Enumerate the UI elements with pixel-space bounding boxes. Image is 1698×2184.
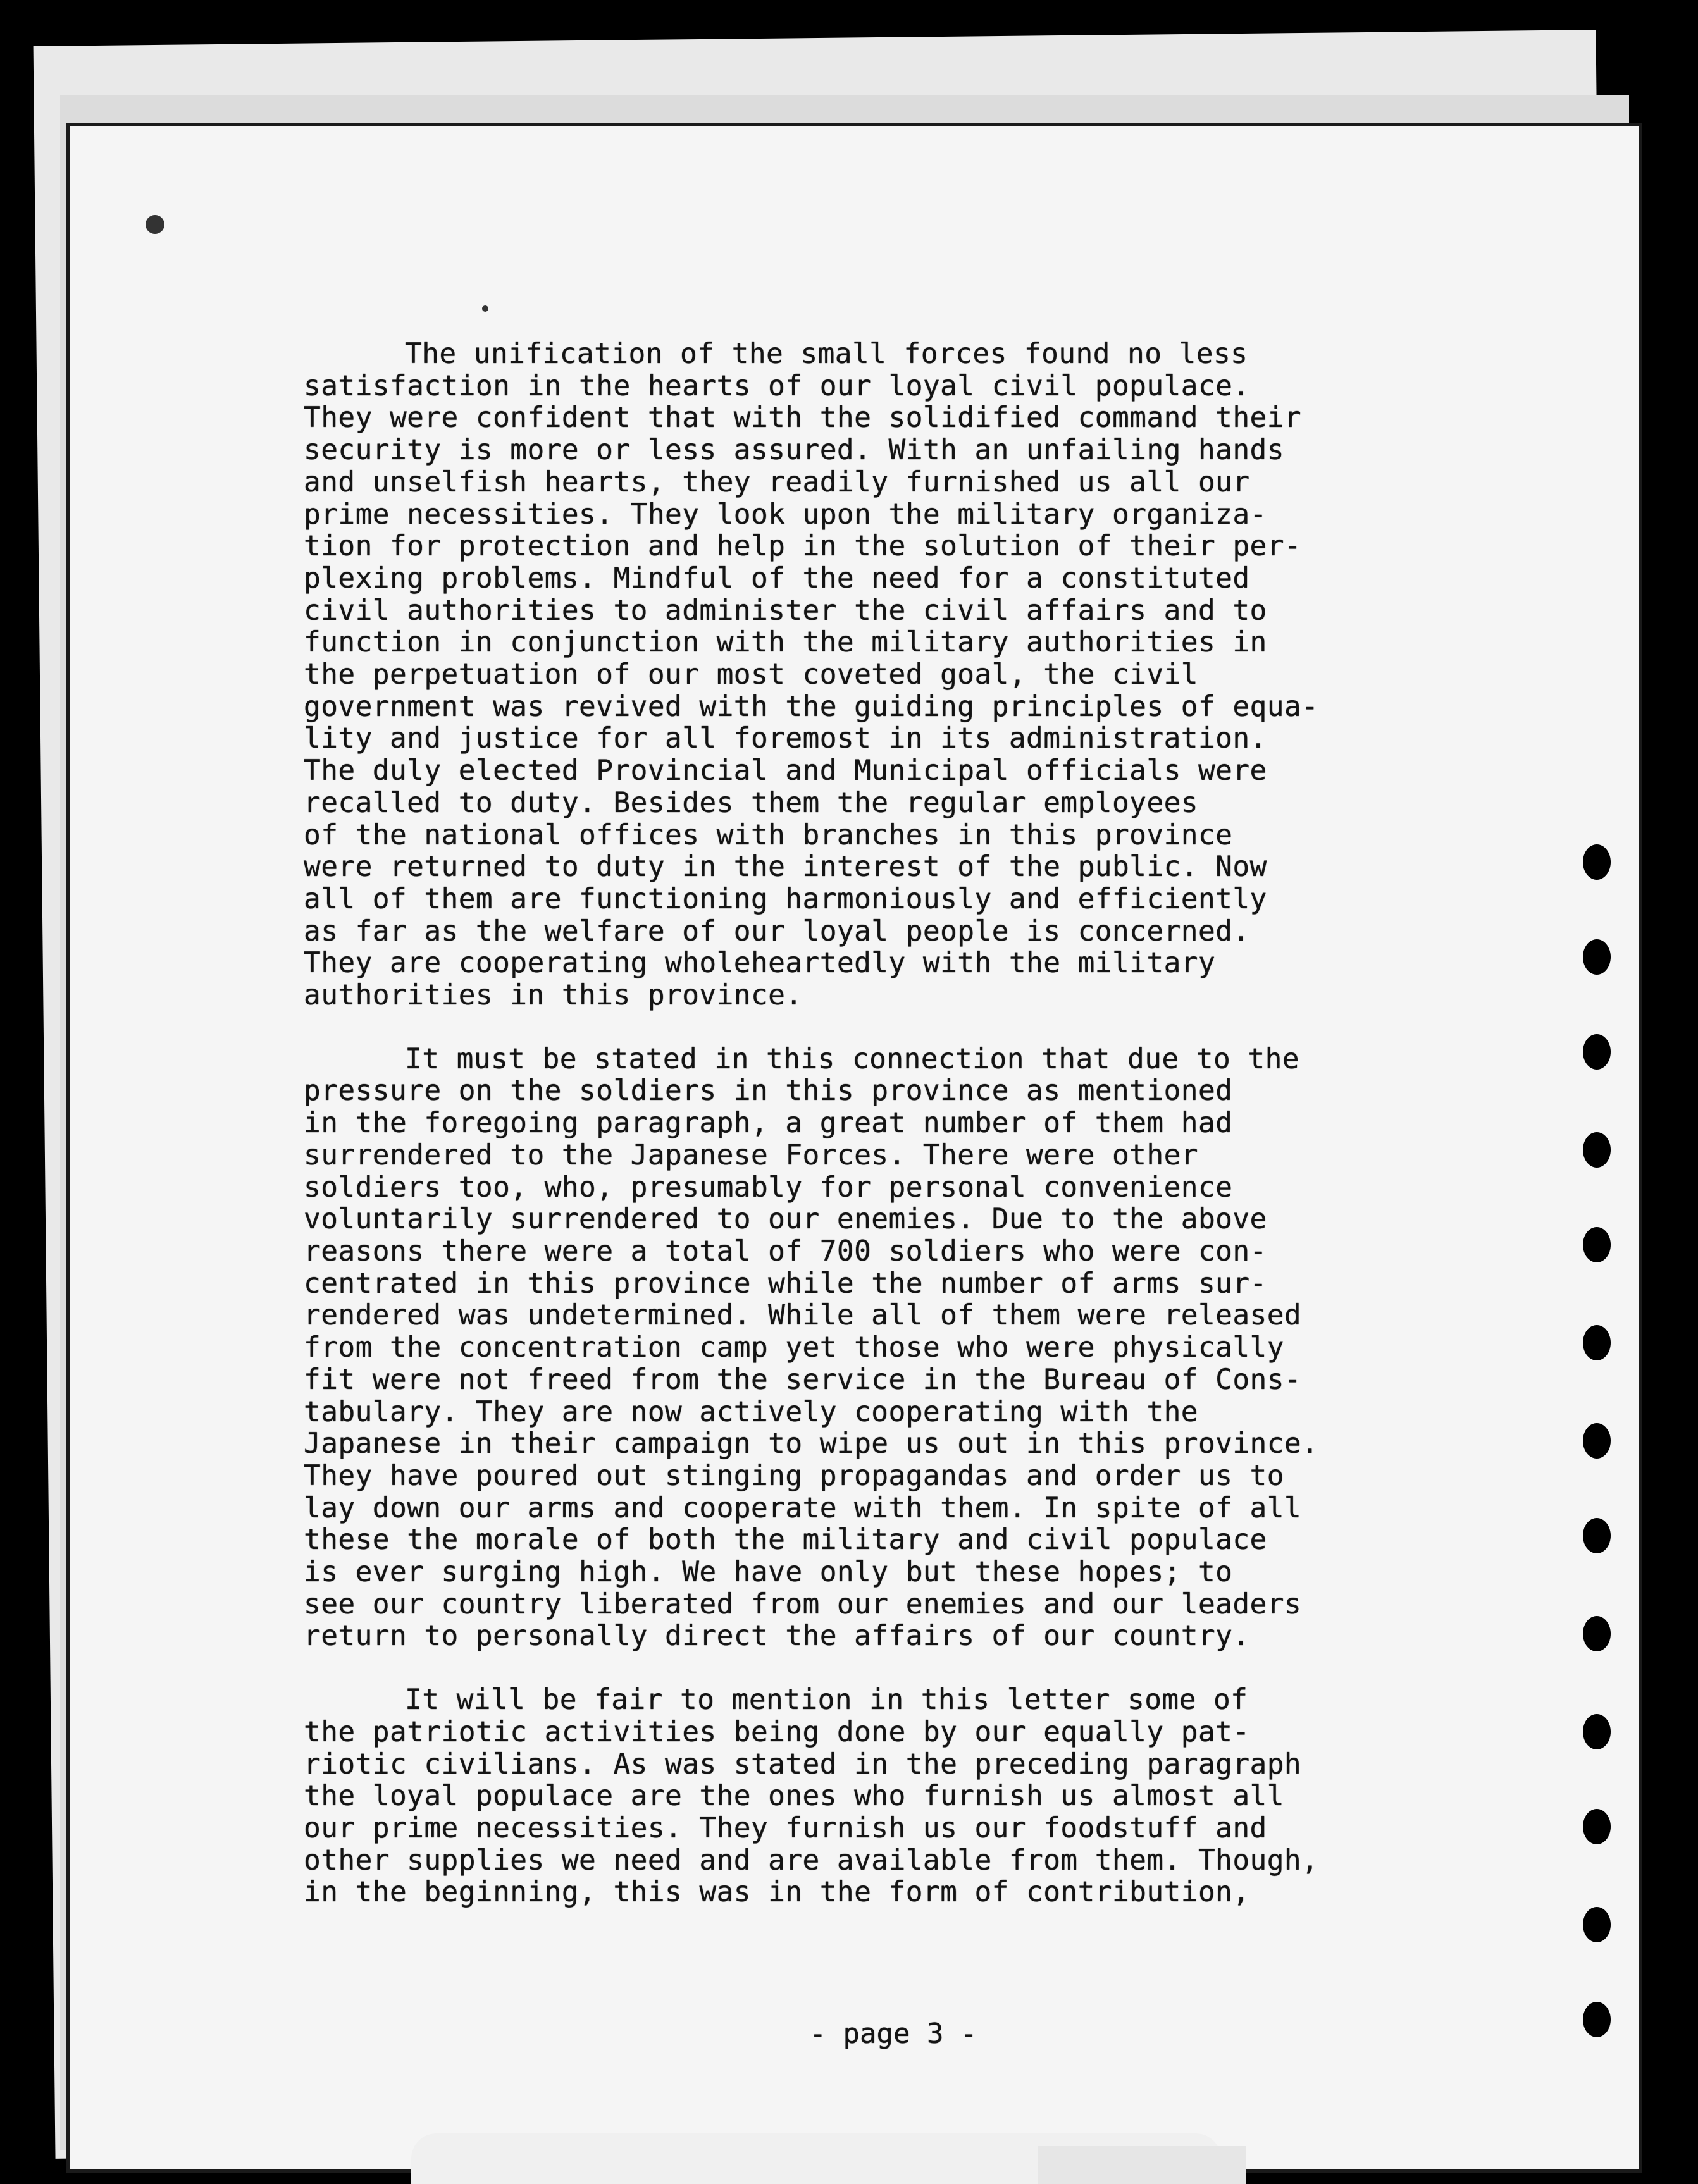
- punch-hole: [1583, 1907, 1611, 1942]
- paragraph-surrender: It must be stated in this connection that due to the pressure on the soldiers in this province as mentioned in the foregoing paragraph, a great number of them had surrendered to the Japanese Forces. There were other soldiers too, who, presumably for personal convenience voluntarily surrendered to our enemies. Due to the above reasons there were a total of 700 soldiers who were con- centrated in this province while the number of arms sur- rendered was undetermined. While all of them were released from the concentration camp yet those who were physically fit were not freed from the service in the Bureau of Cons- tabulary. They are now actively cooperating with the Japanese in their campaign to wipe us out in this province. They have poured out stinging propagandas and order us to lay down our arms and cooperate with them. In spite of all these the morale of both the military and civil populace is ever surging high. We have only but these hopes; to see our country liberated from our enemies and our leaders return to personally direct the affairs of our country.: [304, 1042, 1319, 1653]
- punch-hole: [1583, 1714, 1611, 1749]
- punch-hole: [1583, 939, 1611, 975]
- punch-hole: [1583, 1809, 1611, 1844]
- punch-hole: [1583, 1034, 1611, 1070]
- paper-edge: [1038, 2146, 1246, 2184]
- ink-smudge: [146, 215, 164, 234]
- punch-hole: [1583, 1227, 1611, 1262]
- punch-hole: [1583, 1518, 1611, 1553]
- punch-hole: [1583, 1423, 1611, 1459]
- punch-hole: [1583, 844, 1611, 880]
- punch-hole: [1583, 1325, 1611, 1360]
- ink-dot: [482, 305, 488, 312]
- letter-body: [304, 338, 1544, 1909]
- punch-hole: [1583, 1132, 1611, 1168]
- paragraph-unification: The unification of the small forces found no less satisfaction in the hearts of our loyal civil populace. They were confident that with the solidified command their security is more or less assured. With an unfailing hands and unselfish hearts, they readily furnished us all our prime necessities. They look upon the military organiza- tion for protection and help in the solution of their per- plexing problems. Mindful of the need for a constituted civil authorities to administer the civil affairs and to function in conjunction with the military authorities in the perpetuation of our most coveted goal, the civil government was revived with the guiding principles of equa- lity and justice for all foremost in its administration. The duly elected Provincial and Municipal officials were recalled to duty. Besides them the regular employees of the national offices with branches in this province were returned to duty in the interest of the public. Now all of them are functioning harmoniously and efficiently as far as the welfare of our loyal people is concerned. They are cooperating wholeheartedly with the military authorities in this province.: [304, 338, 1319, 1012]
- page-number: - page 3 -: [809, 2018, 977, 2050]
- punch-hole: [1583, 1616, 1611, 1651]
- paragraph-civilian-activities: It will be fair to mention in this letter some of the patriotic activities being done by our equally pat- riotic civilians. As was stated in the preceding paragraph the loyal populace are the ones who furnish us almost all our prime necessities. They furnish us our foodstuff and other supplies we need and are available from them. Though, in the beginning, this was in the form of contribution,: [304, 1684, 1319, 1909]
